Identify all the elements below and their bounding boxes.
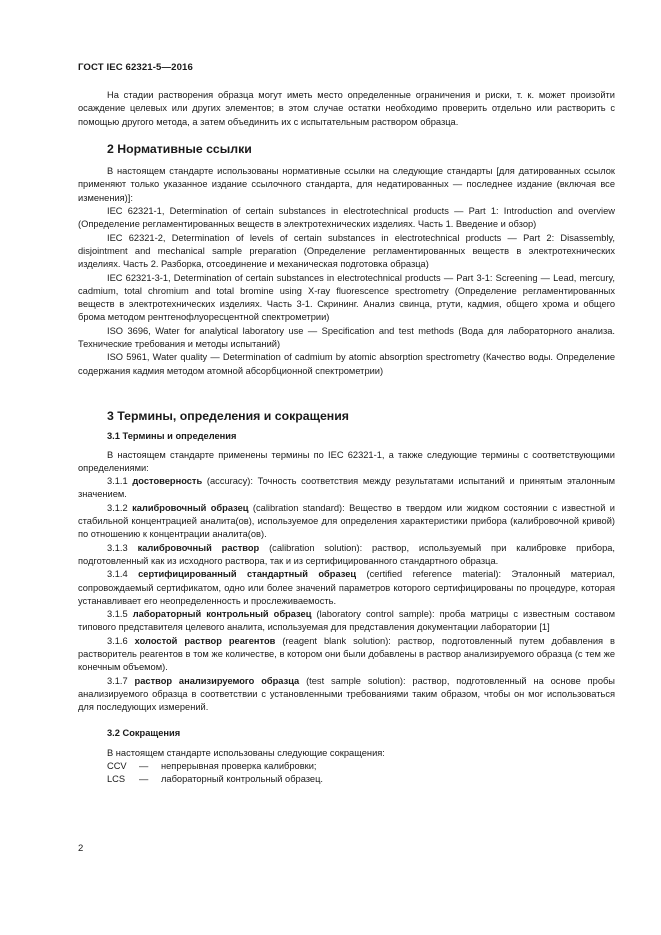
page-number: 2: [78, 843, 84, 854]
reference-item: ISO 5961, Water quality — Determination of cadmium by atomic absorption spectrometry (Качество воды. Определение содержания кадмия методом атомной абсорбционной спектрометрии): [78, 352, 615, 376]
abbreviation-description: непрерывная проверка калибровки;: [161, 761, 317, 772]
term-name: достоверность: [132, 476, 203, 487]
term-name: сертифицированный стандартный образец: [138, 569, 357, 580]
document-header: ГОСТ IEC 62321-5—2016: [78, 62, 193, 73]
term-text: (calibration standard): Вещество в твердом или жидком состоянии с известной и стабильной концентрацией аналита(ов), используемое для определения характеристики прибора (калибровочной кривой) по отношению к концентрации аналита(ов).: [78, 502, 615, 540]
term-name: холостой раствор реагентов: [134, 635, 276, 646]
abbreviation-term: LCS: [107, 774, 126, 785]
document-body: [78, 89, 615, 787]
subsection-3-1-heading: 3.1 Термины и определения: [107, 431, 237, 442]
term-definition: [78, 568, 615, 608]
abbreviation-term: CCV: [107, 761, 127, 772]
term-number: 3.1.4: [107, 569, 128, 580]
abbreviation-row: [78, 760, 615, 773]
reference-item: IEC 62321-1, Determination of certain substances in electrotechnical products — Part 1: Introduction and overview (Определение регламентированных веществ в электротехнических изделиях. Часть 1. Введение и обзор): [78, 206, 615, 230]
term-name: калибровочный раствор: [137, 542, 260, 553]
intro-paragraph: На стадии растворения образца могут иметь место определенные ограничения и риски, т. к. может произойти осаждение целевых или других элементов; в этом случае остатки необходимо проверить отдельно или растворить с помощью другого метода, а затем объединить их с испытательным раствором образца.: [78, 90, 615, 127]
term-definition: [78, 608, 615, 635]
term-text: (test sample solution): раствор, подготовленный на основе пробы анализируемого образца в соответствии с установленными требованиями таким образом, чтобы он мог использоваться для последующих измерений.: [78, 675, 615, 713]
term-definition: [78, 475, 615, 502]
term-definition: [78, 542, 615, 569]
term-number: 3.1.1: [107, 476, 128, 487]
term-name: лабораторный контрольный образец: [132, 609, 312, 620]
term-number: 3.1.5: [107, 609, 128, 620]
abbreviation-row: [78, 773, 615, 786]
term-text: (certified reference material): Эталонный материал, сопровождаемый сертификатом, одно или более значений параметров которого сертифицированы по процедуре, которая устанавливает его неопределенность и прослеживаемость.: [78, 569, 615, 606]
term-name: калибровочный образец: [132, 502, 249, 513]
term-number: 3.1.7: [107, 675, 128, 686]
subsection-3-2-heading: 3.2 Сокращения: [107, 728, 181, 739]
abbreviation-dash: —: [139, 761, 149, 772]
term-number: 3.1.3: [107, 542, 128, 553]
subsection-3-1-intro: В настоящем стандарте применены термины по IEC 62321-1, а также следующие термины с соответствующими определениями:: [78, 449, 615, 473]
term-text: (accuracy): Точность соответствия между результатами испытаний и принятым эталонным значением.: [78, 476, 615, 500]
term-text: (reagent blank solution): раствор, подготовленный путем добавления в растворитель реагентов в том же количестве, в котором они были добавлены в раствор анализируемого образца (с тем же конечным объемом).: [78, 635, 615, 673]
abbreviation-description: лабораторный контрольный образец.: [161, 774, 324, 785]
term-text: (laboratory control sample): проба матрицы с известным составом типового представителя целевого аналита, используемая для представления документации лаборатории [1]: [78, 609, 615, 633]
abbreviation-dash: —: [139, 774, 149, 785]
subsection-3-2-intro: В настоящем стандарте использованы следующие сокращения:: [107, 747, 385, 758]
term-number: 3.1.6: [107, 635, 128, 646]
term-number: 3.1.2: [107, 502, 128, 513]
reference-item: IEC 62321-3-1, Determination of certain substances in electrotechnical products — Part 3-1: Screening — Lead, mercury, cadmium, total chromium and total bromine using X-ray fluorescence spectrometry (Определение регламентированных веществ в электротехнических изделиях. Часть 3-1. Скрининг. Анализ свинца, ртути, кадмия, общего хрома и общего брома методом рентгенофлуоресцентной спектрометрии): [78, 272, 615, 323]
reference-item: IEC 62321-2, Determination of levels of certain substances in electrotechnical products — Part 2: Disassembly, disjointment and mechanical sample preparation (Определение регламентированных веществ в электротехнических изделиях. Часть 2. Разборка, отсоединение и механическая подготовка образца): [78, 232, 615, 270]
term-name: раствор анализируемого образца: [134, 675, 300, 686]
section-2-intro: В настоящем стандарте использованы нормативные ссылки на следующие стандарты [для датированных ссылок применяют только указанное издание ссылочного стандарта, для недатированных — последнее издание (включая все изменения)]:: [78, 166, 615, 203]
term-definition: [78, 502, 615, 542]
section-3-heading: 3 Термины, определения и сокращения: [107, 408, 349, 423]
section-2-heading: 2 Нормативные ссылки: [107, 141, 252, 156]
term-definition: [78, 675, 615, 715]
reference-item: ISO 3696, Water for analytical laboratory use — Specification and test methods (Вода для лабораторного анализа. Технические требования и методы испытаний): [78, 325, 615, 350]
term-text: (calibration solution): раствор, используемый при калибровке прибора, подготовленный как из исходного раствора, так и из сертифицированного стандартного образца.: [78, 542, 615, 566]
term-definition: [78, 635, 615, 675]
